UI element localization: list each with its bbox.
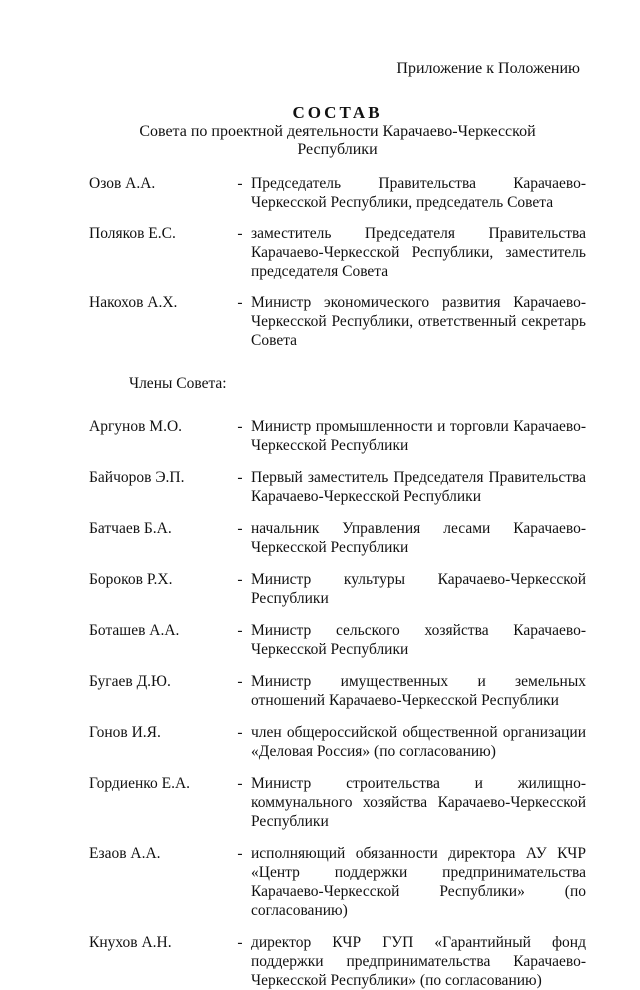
title-subtitle-line-1: Совета по проектной деятельности Карачаево-Черкесской <box>139 123 536 140</box>
dash-separator: - <box>237 622 243 639</box>
dash-separator: - <box>237 571 243 588</box>
person-role: директор КЧР ГУП «Гарантийный фонд поддержки предпринимательства Карачаево-Черкесской Республики» (по согласованию) <box>251 934 586 989</box>
person-name: Езаов А.А. <box>89 845 161 862</box>
person-name: Байчоров Э.П. <box>89 469 185 486</box>
person-name: Озов А.А. <box>89 175 156 192</box>
person-name: Бугаев Д.Ю. <box>89 673 171 690</box>
list-item <box>89 672 586 710</box>
person-name: Кнухов А.Н. <box>89 934 172 951</box>
dash-separator: - <box>237 845 243 862</box>
leadership-list <box>89 174 586 350</box>
person-role: начальник Управления лесами Карачаево-Черкесской Республики <box>251 520 586 556</box>
person-role: Министр строительства и жилищно-коммунального хозяйства Карачаево-Черкесской Республики <box>251 775 586 830</box>
person-role: Министр экономического развития Карачаево-Черкесской Республики, ответственный секретарь Совета <box>251 294 586 349</box>
dash-separator: - <box>237 225 243 242</box>
person-role: Первый заместитель Председателя Правительства Карачаево-Черкесской Республики <box>251 469 586 505</box>
list-item <box>89 723 586 761</box>
list-item <box>89 224 586 281</box>
dash-separator: - <box>237 775 243 792</box>
person-name: Накохов А.Х. <box>89 294 178 311</box>
person-role: Министр промышленности и торговли Карачаево-Черкесской Республики <box>251 418 586 454</box>
dash-separator: - <box>237 469 243 486</box>
list-item <box>89 519 586 557</box>
dash-separator: - <box>237 673 243 690</box>
list-item <box>89 933 586 990</box>
person-name: Боташев А.А. <box>89 622 180 639</box>
title-heading: СОСТАВ <box>292 103 383 122</box>
dash-separator: - <box>237 520 243 537</box>
list-item <box>89 774 586 831</box>
council-composition <box>89 174 586 990</box>
list-item <box>89 621 586 659</box>
person-role: заместитель Председателя Правительства Карачаево-Черкесской Республики, заместитель председателя Совета <box>251 225 586 280</box>
members-list <box>89 417 586 990</box>
members-heading: Члены Совета: <box>129 375 227 392</box>
person-name: Батчаев Б.А. <box>89 520 172 537</box>
dash-separator: - <box>237 724 243 741</box>
person-role: Председатель Правительства Карачаево-Черкесской Республики, председатель Совета <box>251 175 586 211</box>
dash-separator: - <box>237 175 243 192</box>
dash-separator: - <box>237 418 243 435</box>
appendix-label: Приложение к Положению <box>396 60 580 77</box>
list-item <box>89 468 586 506</box>
person-role: Министр имущественных и земельных отношений Карачаево-Черкесской Республики <box>251 673 586 709</box>
list-item <box>89 417 586 455</box>
dash-separator: - <box>237 934 243 951</box>
person-role: Министр сельского хозяйства Карачаево-Черкесской Республики <box>251 622 586 658</box>
title-block <box>100 103 575 159</box>
list-item <box>89 844 586 920</box>
person-name: Гонов И.Я. <box>89 724 161 741</box>
person-name: Бороков Р.Х. <box>89 571 173 588</box>
person-role: член общероссийской общественной организации «Деловая Россия» (по согласованию) <box>251 724 586 760</box>
list-item <box>89 174 586 212</box>
dash-separator: - <box>237 294 243 311</box>
person-role: Министр культуры Карачаево-Черкесской Республики <box>251 571 586 607</box>
title-subtitle-line-2: Республики <box>297 141 378 158</box>
person-name: Аргунов М.О. <box>89 418 183 435</box>
list-item <box>89 570 586 608</box>
person-role: исполняющий обязанности директора АУ КЧР «Центр поддержки предпринимательства Карачаево-Черкесской Республики» (по согласованию) <box>251 845 586 919</box>
person-name: Гордиенко Е.А. <box>89 775 191 792</box>
person-name: Поляков Е.С. <box>89 225 176 242</box>
list-item <box>89 293 586 350</box>
